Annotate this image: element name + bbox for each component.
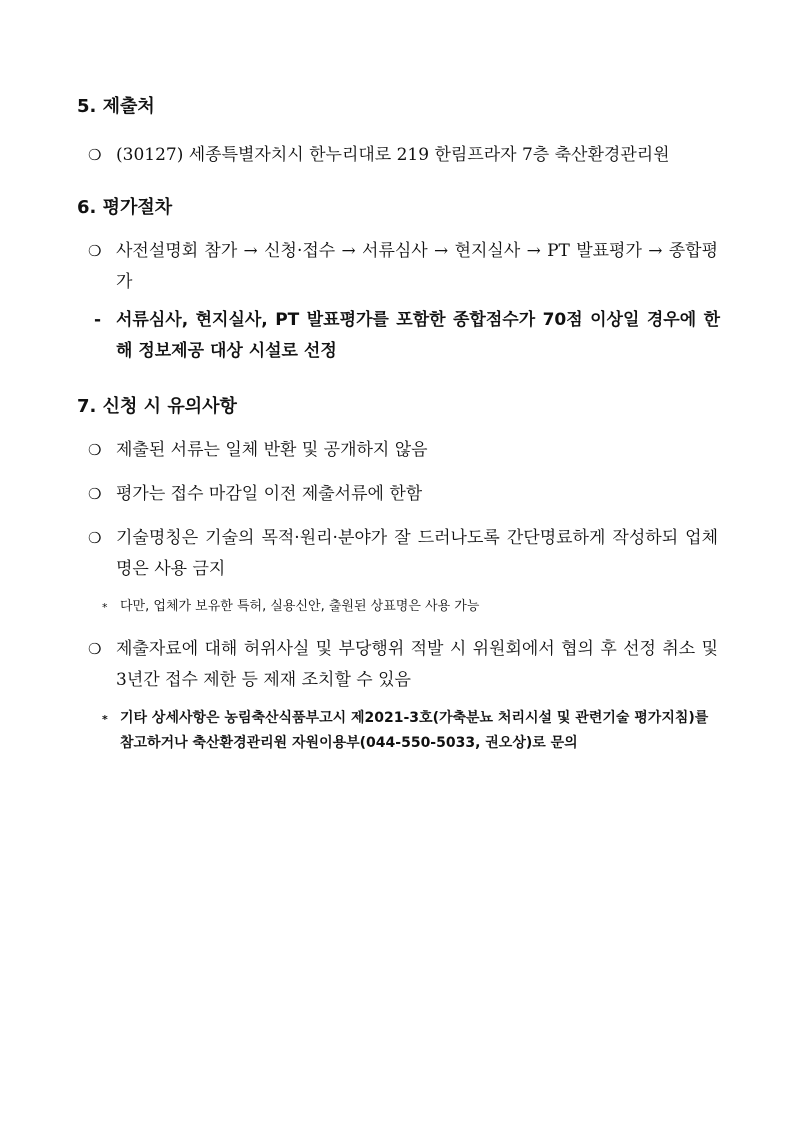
notice-deadline: 평가는 접수 마감일 이전 제출서류에 한함 <box>116 484 423 504</box>
section-7-item-1 <box>88 435 718 466</box>
circle-bullet-icon: ❍ <box>88 441 102 459</box>
section-6-heading: 6. 평가절차 <box>77 197 173 218</box>
notice-tech-name: 기술명칭은 기술의 목적·원리·분야가 잘 드러나도록 간단명료하게 작성하되 업체명은 사용 금지 <box>116 528 718 579</box>
notice-no-return: 제출된 서류는 일체 반환 및 공개하지 않음 <box>116 440 428 460</box>
section-7-item-4 <box>88 634 718 696</box>
note-contact <box>102 706 722 756</box>
asterisk-marker: * <box>102 713 108 726</box>
selection-criteria-text: 서류심사, 현지실사, PT 발표평가를 포함한 종합점수가 70점 이상일 경우에 한해 정보제공 대상 시설로 선정 <box>116 310 720 361</box>
submission-address: (30127) 세종특별자치시 한누리대로 219 한림프라자 7층 축산환경관리원 <box>116 145 670 165</box>
circle-bullet-icon: ❍ <box>88 242 102 260</box>
circle-bullet-icon: ❍ <box>88 146 102 164</box>
note-contact-text: 기타 상세사항은 농림축산식품부고시 제2021-3호(가축분뇨 처리시설 및 관련기술 평가지침)를 참고하거나 축산환경관리원 자원이용부(044-550-5033, 권오상)로 문의 <box>120 710 709 751</box>
circle-bullet-icon: ❍ <box>88 640 102 658</box>
section-6-selection-criteria <box>94 305 720 367</box>
circle-bullet-icon: ❍ <box>88 529 102 547</box>
section-5-heading: 5. 제출처 <box>77 96 155 117</box>
note-trademark-text: 다만, 업체가 보유한 특허, 실용신안, 출원된 상표명은 사용 가능 <box>120 599 480 614</box>
notice-sanctions: 제출자료에 대해 허위사실 및 부당행위 적발 시 위원회에서 협의 후 선정 취소 및 3년간 접수 제한 등 제재 조치할 수 있음 <box>116 639 718 690</box>
section-6-item <box>88 236 718 298</box>
circle-bullet-icon: ❍ <box>88 485 102 503</box>
dash-marker: - <box>94 310 102 330</box>
section-7-heading: 7. 신청 시 유의사항 <box>77 396 237 417</box>
evaluation-procedure: 사전설명회 참가 → 신청·접수 → 서류심사 → 현지실사 → PT 발표평가 → 종합평가 <box>116 241 718 292</box>
section-5-item <box>88 140 718 171</box>
section-7-item-3 <box>88 523 718 585</box>
note-trademark <box>102 595 722 619</box>
asterisk-marker: * <box>102 601 108 614</box>
section-7-item-2 <box>88 479 718 510</box>
